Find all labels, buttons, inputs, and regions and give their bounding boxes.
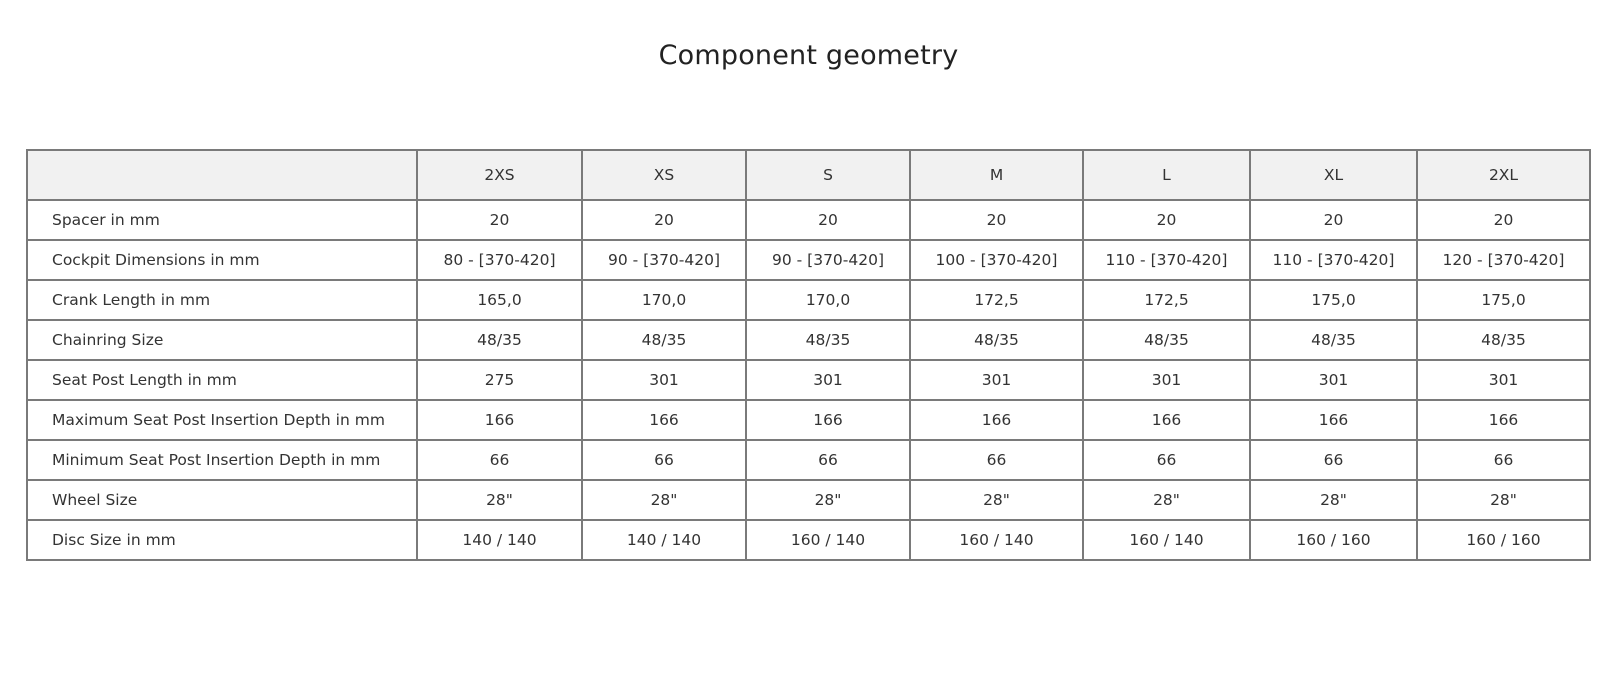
table-cell: 66 (910, 440, 1083, 480)
table-cell: 80 - [370-420] (417, 240, 582, 280)
table-cell: 166 (1417, 400, 1590, 440)
table-cell: 90 - [370-420] (582, 240, 746, 280)
table-header (27, 150, 1590, 200)
table-cell: 48/35 (582, 320, 746, 360)
header-size-s: S (746, 150, 910, 200)
table-cell: 166 (582, 400, 746, 440)
table-cell: 20 (582, 200, 746, 240)
table-row (27, 240, 1590, 280)
table-cell: 140 / 140 (417, 520, 582, 560)
row-label: Crank Length in mm (27, 280, 417, 320)
table-cell: 20 (910, 200, 1083, 240)
table-cell: 48/35 (1417, 320, 1590, 360)
table-cell: 28" (1083, 480, 1250, 520)
row-label: Cockpit Dimensions in mm (27, 240, 417, 280)
table-cell: 66 (746, 440, 910, 480)
table-cell: 160 / 140 (1083, 520, 1250, 560)
table-cell: 160 / 140 (910, 520, 1083, 560)
table-cell: 28" (1250, 480, 1417, 520)
table-cell: 66 (1083, 440, 1250, 480)
row-label: Wheel Size (27, 480, 417, 520)
table-cell: 166 (1250, 400, 1417, 440)
table-cell: 48/35 (417, 320, 582, 360)
row-label: Seat Post Length in mm (27, 360, 417, 400)
row-label: Spacer in mm (27, 200, 417, 240)
row-label: Chainring Size (27, 320, 417, 360)
table-body (27, 200, 1590, 560)
table-row (27, 200, 1590, 240)
table-row (27, 280, 1590, 320)
table-cell: 301 (910, 360, 1083, 400)
table-row (27, 320, 1590, 360)
table-cell: 170,0 (746, 280, 910, 320)
table-cell: 160 / 140 (746, 520, 910, 560)
table-row (27, 360, 1590, 400)
table-cell: 301 (746, 360, 910, 400)
table-cell: 110 - [370-420] (1250, 240, 1417, 280)
table-cell: 28" (910, 480, 1083, 520)
row-label: Disc Size in mm (27, 520, 417, 560)
component-geometry-table (26, 149, 1591, 561)
table-row (27, 400, 1590, 440)
table-cell: 301 (582, 360, 746, 400)
table-cell: 20 (417, 200, 582, 240)
table-cell: 166 (1083, 400, 1250, 440)
table-cell: 20 (1083, 200, 1250, 240)
table-cell: 66 (1250, 440, 1417, 480)
table-cell: 100 - [370-420] (910, 240, 1083, 280)
table-cell: 165,0 (417, 280, 582, 320)
table-cell: 28" (582, 480, 746, 520)
table-cell: 166 (746, 400, 910, 440)
header-size-2xl: 2XL (1417, 150, 1590, 200)
table-cell: 28" (1417, 480, 1590, 520)
table-cell: 275 (417, 360, 582, 400)
table-cell: 166 (417, 400, 582, 440)
table-cell: 170,0 (582, 280, 746, 320)
table-cell: 28" (417, 480, 582, 520)
table-row (27, 520, 1590, 560)
row-label: Maximum Seat Post Insertion Depth in mm (27, 400, 417, 440)
header-corner-cell (27, 150, 417, 200)
header-size-l: L (1083, 150, 1250, 200)
table-cell: 66 (582, 440, 746, 480)
header-size-xs: XS (582, 150, 746, 200)
table-cell: 160 / 160 (1417, 520, 1590, 560)
table-cell: 20 (1250, 200, 1417, 240)
table-cell: 301 (1083, 360, 1250, 400)
header-row (27, 150, 1590, 200)
table-cell: 48/35 (746, 320, 910, 360)
table-cell: 66 (417, 440, 582, 480)
page-title: Component geometry (658, 40, 959, 71)
row-label: Minimum Seat Post Insertion Depth in mm (27, 440, 417, 480)
table-row (27, 480, 1590, 520)
header-size-xl: XL (1250, 150, 1417, 200)
table-row (27, 440, 1590, 480)
table-cell: 172,5 (1083, 280, 1250, 320)
table-cell: 110 - [370-420] (1083, 240, 1250, 280)
table-cell: 20 (746, 200, 910, 240)
table-cell: 90 - [370-420] (746, 240, 910, 280)
table-cell: 160 / 160 (1250, 520, 1417, 560)
table-cell: 172,5 (910, 280, 1083, 320)
table-cell: 301 (1250, 360, 1417, 400)
table-cell: 120 - [370-420] (1417, 240, 1590, 280)
table-cell: 166 (910, 400, 1083, 440)
header-size-2xs: 2XS (417, 150, 582, 200)
table-cell: 20 (1417, 200, 1590, 240)
table-cell: 301 (1417, 360, 1590, 400)
header-size-m: M (910, 150, 1083, 200)
table-cell: 48/35 (1250, 320, 1417, 360)
table-cell: 175,0 (1417, 280, 1590, 320)
table-cell: 140 / 140 (582, 520, 746, 560)
table-cell: 28" (746, 480, 910, 520)
table-cell: 66 (1417, 440, 1590, 480)
table-cell: 48/35 (910, 320, 1083, 360)
table-cell: 175,0 (1250, 280, 1417, 320)
table-cell: 48/35 (1083, 320, 1250, 360)
